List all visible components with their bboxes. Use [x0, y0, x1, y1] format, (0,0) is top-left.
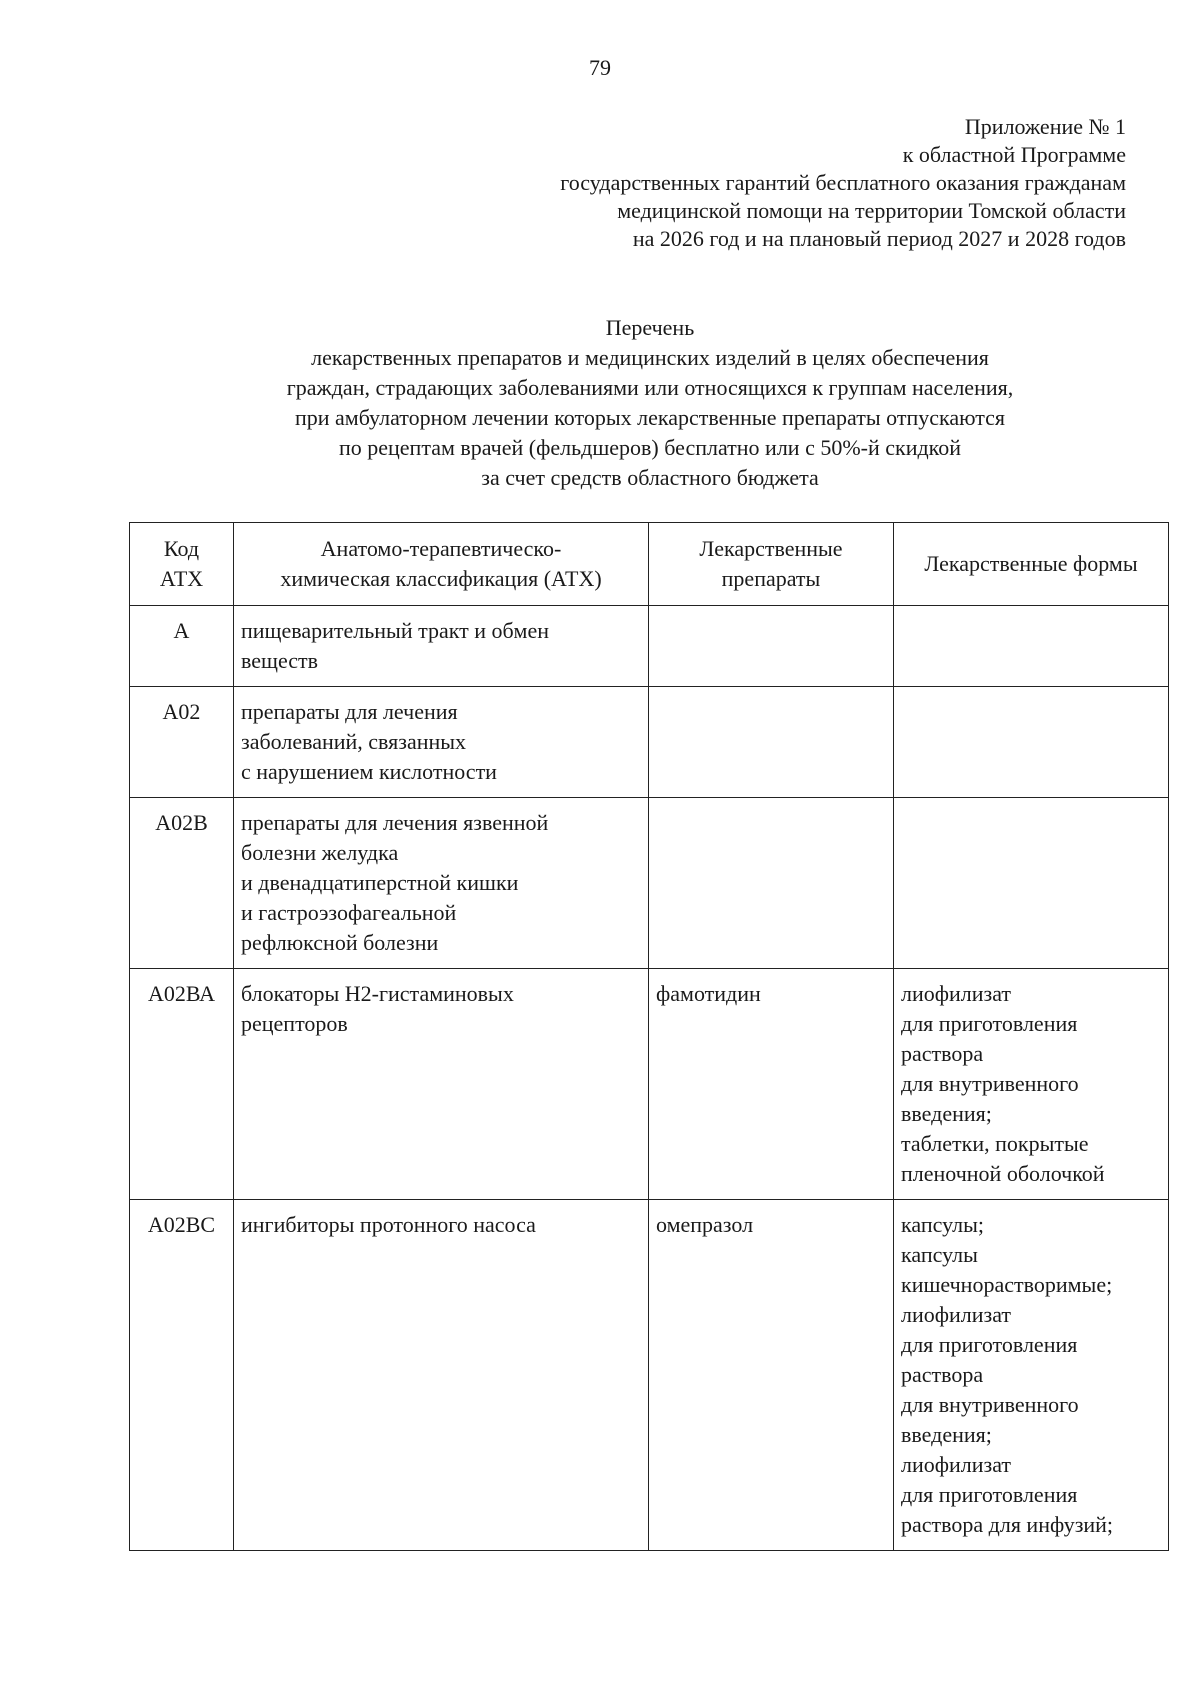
cell-line: для приготовления — [901, 1011, 1078, 1036]
cell-line: пищеварительный тракт и обмен — [241, 618, 549, 643]
header-line: препараты — [721, 566, 821, 591]
cell-line: для приготовления — [901, 1482, 1078, 1507]
cell-code: А02 — [130, 687, 234, 798]
cell-code: А02В — [130, 798, 234, 969]
cell-line: блокаторы Н2-гистаминовых — [241, 981, 514, 1006]
cell-line: препараты для лечения язвенной — [241, 810, 549, 835]
header-forms — [894, 523, 1169, 606]
title-line: при амбулаторном лечении которых лекарственные препараты отпускаются — [294, 405, 1006, 430]
appendix-line: медицинской помощи на территории Томской области — [617, 198, 1126, 223]
appendix-line: Приложение № 1 — [964, 114, 1126, 139]
table-row — [130, 1200, 1169, 1551]
cell-line: заболеваний, связанных — [241, 729, 467, 754]
cell-line: раствора для инфузий; — [901, 1512, 1114, 1537]
cell-line: лиофилизат — [901, 1452, 1012, 1477]
cell-classification — [234, 1200, 649, 1551]
cell-line: для внутривенного — [901, 1392, 1079, 1417]
cell-line: веществ — [241, 648, 319, 673]
cell-forms — [894, 687, 1169, 798]
cell-classification — [234, 606, 649, 687]
cell-line: раствора — [901, 1362, 984, 1387]
cell-line: капсулы; — [901, 1212, 984, 1237]
cell-forms — [894, 969, 1169, 1200]
header-line: АТХ — [159, 566, 204, 591]
cell-forms — [894, 606, 1169, 687]
title-line: граждан, страдающих заболеваниями или относящихся к группам населения, — [286, 375, 1014, 400]
cell-line: пленочной оболочкой — [901, 1161, 1105, 1186]
appendix-line: к областной Программе — [902, 142, 1126, 167]
cell-line: болезни желудка — [241, 840, 399, 865]
title-line: за счет средств областного бюджета — [481, 465, 819, 490]
cell-classification — [234, 687, 649, 798]
cell-line: капсулы — [901, 1242, 978, 1267]
header-line: Код — [163, 536, 200, 561]
header-line: Лекарственные формы — [924, 551, 1138, 576]
appendix-line: государственных гарантий бесплатного оказания гражданам — [560, 170, 1126, 195]
cell-drugs — [649, 969, 894, 1200]
cell-drugs — [649, 1200, 894, 1551]
title-line: лекарственных препаратов и медицинских изделий в целях обеспечения — [311, 345, 989, 370]
cell-drugs — [649, 606, 894, 687]
cell-code: А02ВС — [130, 1200, 234, 1551]
cell-line: лиофилизат — [901, 1302, 1012, 1327]
cell-classification — [234, 798, 649, 969]
cell-classification — [234, 969, 649, 1200]
document-title — [130, 313, 1170, 493]
cell-drugs — [649, 798, 894, 969]
table-header-row — [130, 523, 1169, 606]
header-code — [130, 523, 234, 606]
medicines-table — [129, 522, 1169, 1551]
table-row — [130, 687, 1169, 798]
cell-line: для приготовления — [901, 1332, 1078, 1357]
cell-line: препараты для лечения — [241, 699, 458, 724]
cell-line: рецепторов — [241, 1011, 348, 1036]
cell-line: кишечнорастворимые; — [901, 1272, 1113, 1297]
cell-line: введения; — [901, 1422, 992, 1447]
cell-line: раствора — [901, 1041, 984, 1066]
cell-forms — [894, 1200, 1169, 1551]
title-line: по рецептам врачей (фельдшеров) бесплатно или с 50%-й скидкой — [338, 435, 962, 460]
cell-line: и двенадцатиперстной кишки — [241, 870, 519, 895]
cell-line: лиофилизат — [901, 981, 1012, 1006]
header-drugs — [649, 523, 894, 606]
appendix-heading — [366, 113, 1126, 253]
table-row — [130, 798, 1169, 969]
page-number: 79 — [589, 55, 611, 80]
cell-forms — [894, 798, 1169, 969]
header-classification — [234, 523, 649, 606]
cell-line: и гастроэзофагеальной — [241, 900, 457, 925]
table-body — [130, 606, 1169, 1551]
header-line: Лекарственные — [699, 536, 843, 561]
cell-line: фамотидин — [656, 981, 761, 1006]
cell-line: с нарушением кислотности — [241, 759, 497, 784]
header-line: Анатомо-терапевтическо- — [320, 536, 562, 561]
cell-line: омепразол — [656, 1212, 754, 1237]
cell-line: рефлюксной болезни — [241, 930, 439, 955]
cell-code: А02ВА — [130, 969, 234, 1200]
header-line: химическая классификация (АТХ) — [280, 566, 602, 591]
cell-drugs — [649, 687, 894, 798]
cell-line: ингибиторы протонного насоса — [241, 1212, 536, 1237]
cell-line: введения; — [901, 1101, 992, 1126]
table-row — [130, 969, 1169, 1200]
title-line: Перечень — [605, 315, 695, 340]
cell-line: для внутривенного — [901, 1071, 1079, 1096]
appendix-line: на 2026 год и на плановый период 2027 и 2028 годов — [632, 226, 1126, 251]
cell-code: А — [130, 606, 234, 687]
table-row — [130, 606, 1169, 687]
cell-line: таблетки, покрытые — [901, 1131, 1089, 1156]
